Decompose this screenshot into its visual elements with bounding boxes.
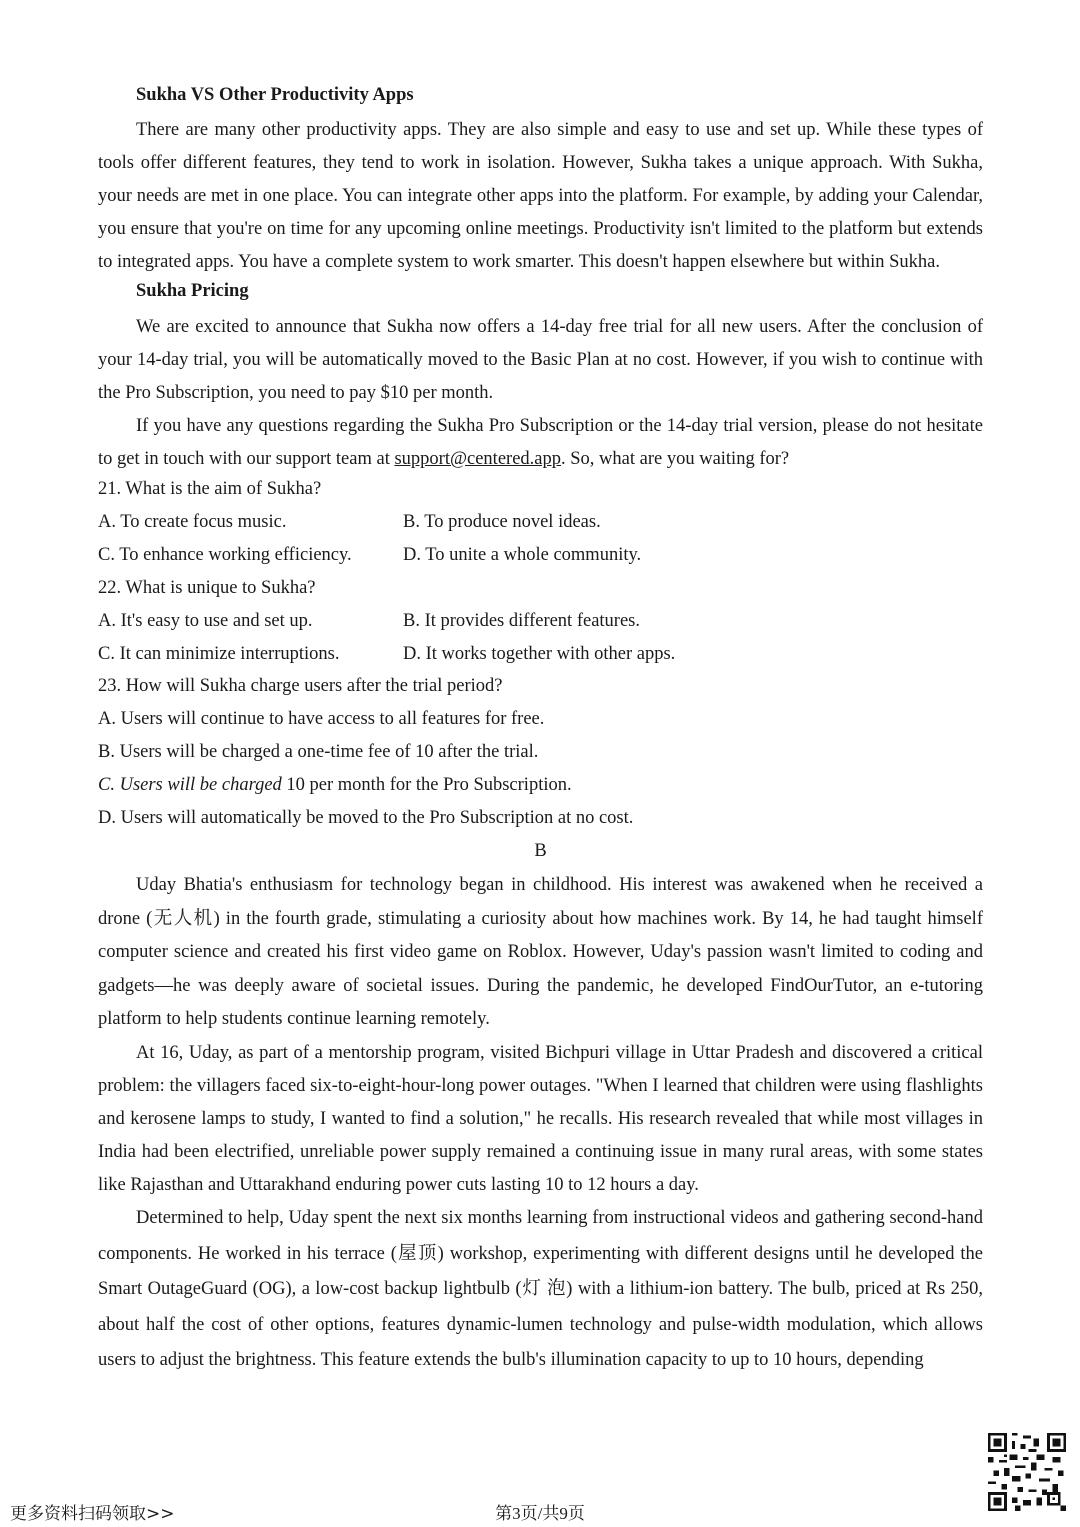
paragraph-sukha-vs [98,114,983,279]
question-23-option-a: A. Users will continue to have access to all features for free. [98,709,545,729]
paragraph-text: At 16, Uday, as part of a mentorship program, visited Bichpuri village in Uttar Pradesh and discovered a critical problem: the villagers faced six-to-eight-hour-long power outages. "When I learned that children were using flashlights and kerosene lamps to study, I wanted to find a solution," he recalls. His research revealed that while most villages in India had been electrified, unreliable power supply remained a continuing issue in many rural areas, with some states like Rajasthan and Uttarakhand enduring power cuts lasting 10 to 12 hours a day. [98,1043,983,1195]
paragraph-text: Uday Bhatia's enthusiasm for technology began in childhood. His interest was awakened when he received a drone (无人机) in the fourth grade, stimulating a curiosity about how machines work. By 14, he had taught himself computer science and created his first video game on Roblox. However, Uday's passion wasn't limited to coding and gadgets—he was deeply aware of societal issues. During the pandemic, he developed FindOurTutor, an e-tutoring platform to help students continue learning remotely. [98,875,983,1030]
paragraph-b-2 [98,1037,983,1202]
paragraph-b-1 [98,869,983,1037]
heading-sukha-pricing: Sukha Pricing [136,281,249,301]
footer-promo-link[interactable]: 更多资料扫码领取>> [10,1504,175,1524]
question-21-stem: 21. What is the aim of Sukha? [98,479,322,499]
question-22-option-c: C. It can minimize interruptions. [98,644,340,664]
paragraph-pricing [98,311,983,410]
paragraph-text: There are many other productivity apps. They are also simple and easy to use and set up. While these types of tools offer different features, they tend to work in isolation. However, Sukha takes a unique approach. With Sukha, your needs are met in one place. You can integrate other apps into the platform. For example, by adding your Calendar, you ensure that you're on time for any upcoming online meetings. Productivity isn't limited to the platform but extends to integrated apps. You have a complete system to work smarter. This doesn't happen elsewhere but within Sukha. [98,120,983,272]
question-21-option-a: A. To create focus music. [98,512,287,532]
section-b-label: B [534,841,547,861]
question-23-option-d: D. Users will automatically be moved to the Pro Subscription at no cost. [98,808,634,828]
question-22-stem: 22. What is unique to Sukha? [98,578,316,598]
contact-text-end: . So, what are you waiting for? [561,449,790,469]
paragraph-b-3 [98,1201,983,1379]
question-22-option-d: D. It works together with other apps. [403,644,676,664]
paragraph-contact [98,410,983,476]
support-email-link[interactable]: support@centered.app [394,449,561,469]
question-21-option-b: B. To produce novel ideas. [403,512,601,532]
question-22-option-b: B. It provides different features. [403,611,640,631]
question-21-option-c: C. To enhance working efficiency. [98,545,352,565]
heading-sukha-vs-other-apps: Sukha VS Other Productivity Apps [136,85,414,105]
contact-text: If you have any questions regarding the Sukha Pro Subscription or the 14-day trial version, please do not hesitate to get in touch with our support team at [98,416,983,469]
paragraph-text: Determined to help, Uday spent the next six months learning from instructional videos and gathering second-hand components. He worked in his terrace (屋顶) workshop, experimenting with different designs until he developed the Smart OutageGuard (OG), a low-cost backup lightbulb (灯 泡) with a lithium-ion battery. The bulb, priced at Rs 250, about half the cost of other options, features dynamic-lumen technology and pulse-width modulation, which allows users to adjust the brightness. This feature extends the bulb's illumination capacity to up to 10 hours, depending [98,1208,983,1370]
page-number: 第3页/共9页 [495,1504,585,1523]
question-23-option-c [98,772,983,798]
question-21-option-d: D. To unite a whole community. [403,545,642,565]
question-22-option-a: A. It's easy to use and set up. [98,611,313,631]
option-c-italic: C. Users will be charged [98,775,282,795]
question-23-stem: 23. How will Sukha charge users after the trial period? [98,676,503,696]
paragraph-text: We are excited to announce that Sukha now offers a 14-day free trial for all new users. After the conclusion of your 14-day trial, you will be automatically moved to the Basic Plan at no cost. However, if you wish to continue with the Pro Subscription, you need to pay $10 per month. [98,317,983,403]
question-23-option-b: B. Users will be charged a one-time fee of 10 after the trial. [98,742,539,762]
paragraph-text [98,410,983,476]
option-c-rest: 10 per month for the Pro Subscription. [281,775,572,795]
